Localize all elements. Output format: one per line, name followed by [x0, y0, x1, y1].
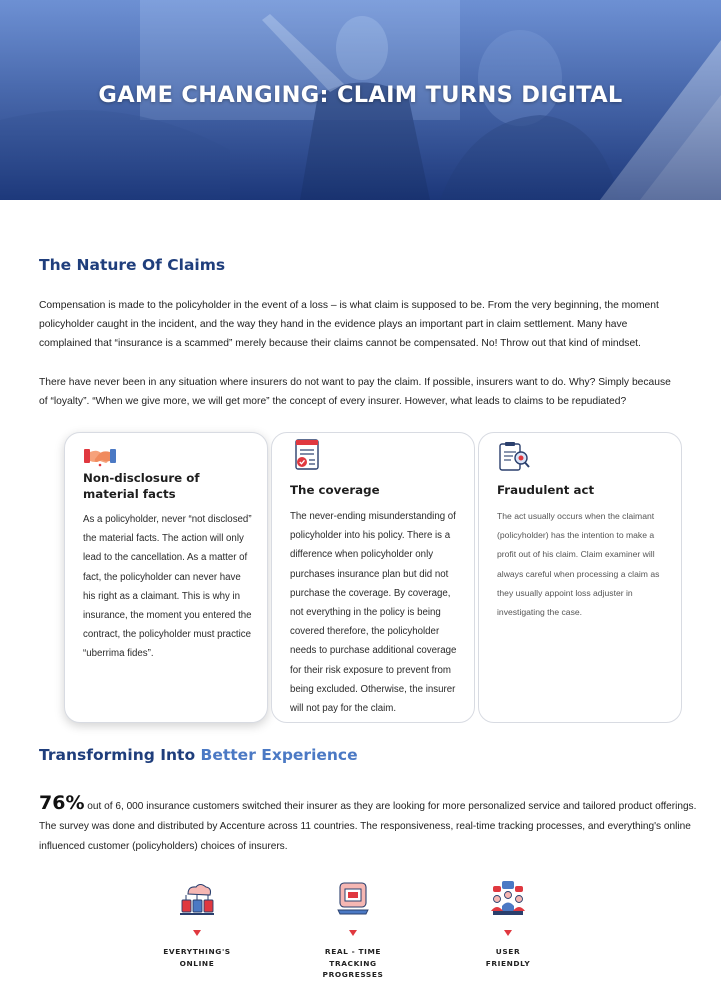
- card-coverage: [271, 432, 475, 723]
- card-non-disclosure: [64, 432, 268, 723]
- policy-document-icon: [290, 438, 324, 472]
- feature-label: USER FRIENDLY: [485, 947, 531, 968]
- card-body: The never-ending misunderstanding of policyholder into his policy. There is a difference when policyholder only purchases insurance plan but did not purchase the coverage. By coverage, not everything in the policy is being covered therefore, the policyholder needs to purchase additional coverage for their risk exposure to prevent from being excluded. Otherwise, the insurer will not pay for the claim.: [290, 511, 457, 715]
- card-body: The act usually occurs when the claimant (policyholder) has the intention to make a profit out of his claim. Claim examiner will always careful when processing a claim as they usually appoint loss adjuster in investigating the case.: [497, 511, 660, 618]
- feature-everythings-online: [142, 880, 252, 969]
- stat-value: 76%: [39, 792, 85, 814]
- feature-real-time-tracking: [298, 880, 408, 981]
- loyalty-paragraph: There have never been in any situation where insurers do not want to pay the claim. If possible, insurers want to do. Why? Simply because of “loyalty”. “When we give more, we will get more” the concept of every insurer. However, what leads to claims to be repudiated?: [39, 377, 671, 408]
- marker-triangle-icon: [349, 930, 357, 936]
- feature-user-friendly: [453, 880, 563, 969]
- feature-label: EVERYTHING'S ONLINE: [163, 947, 231, 968]
- stat-text: out of 6, 000 insurance customers switched their insurer as they are looking for more personalized service and tailored product offerings. The survey was done and distributed by Accenture across 11 countries. The responsiveness, real-time tracking processes, and everything's online influenced customer (policyholders) choices of insurers.: [39, 801, 697, 852]
- tracking-laptop-icon: [336, 880, 370, 918]
- card-title: Fraudulent act: [497, 483, 595, 497]
- cloud-devices-icon: [180, 880, 214, 918]
- page-title: GAME CHANGING: CLAIM TURNS DIGITAL: [98, 82, 623, 108]
- heading-main: Transforming Into: [39, 746, 196, 764]
- clipboard-magnifier-icon: [497, 440, 531, 474]
- card-title: Non-disclosure of material facts: [83, 471, 200, 501]
- feature-label: REAL - TIME TRACKING PROGRESSES: [322, 947, 384, 979]
- survey-paragraph: [39, 793, 699, 857]
- better-experience-heading: [39, 746, 358, 764]
- hero-banner: [0, 0, 721, 200]
- card-title: The coverage: [290, 483, 380, 497]
- marker-triangle-icon: [193, 930, 201, 936]
- card-fraudulent-act: [478, 432, 682, 723]
- handshake-icon: [83, 441, 117, 475]
- intro-paragraph: Compensation is made to the policyholder in the event of a loss – is what claim is supposed to be. From the very beginning, the moment policyholder caught in the incident, and the way they hand in the evidence plays an important part in claim settlement. Many have complained that “insurance is a scammed” merely because their claims cannot be compensated. No! Throw out that kind of mindset.: [39, 300, 659, 350]
- nature-of-claims-heading: The Nature Of Claims: [39, 256, 226, 274]
- card-body: As a policyholder, never “not disclosed” the material facts. The action will only lead to the cancellation. As a matter of fact, the policyholder can never have his right as a claimant. This is why in insurance, the moment you entered the contract, the policyholder must practice “uberrima fides”.: [83, 514, 252, 660]
- marker-triangle-icon: [504, 930, 512, 936]
- heading-accent: Better Experience: [200, 746, 358, 764]
- users-chat-icon: [491, 880, 525, 918]
